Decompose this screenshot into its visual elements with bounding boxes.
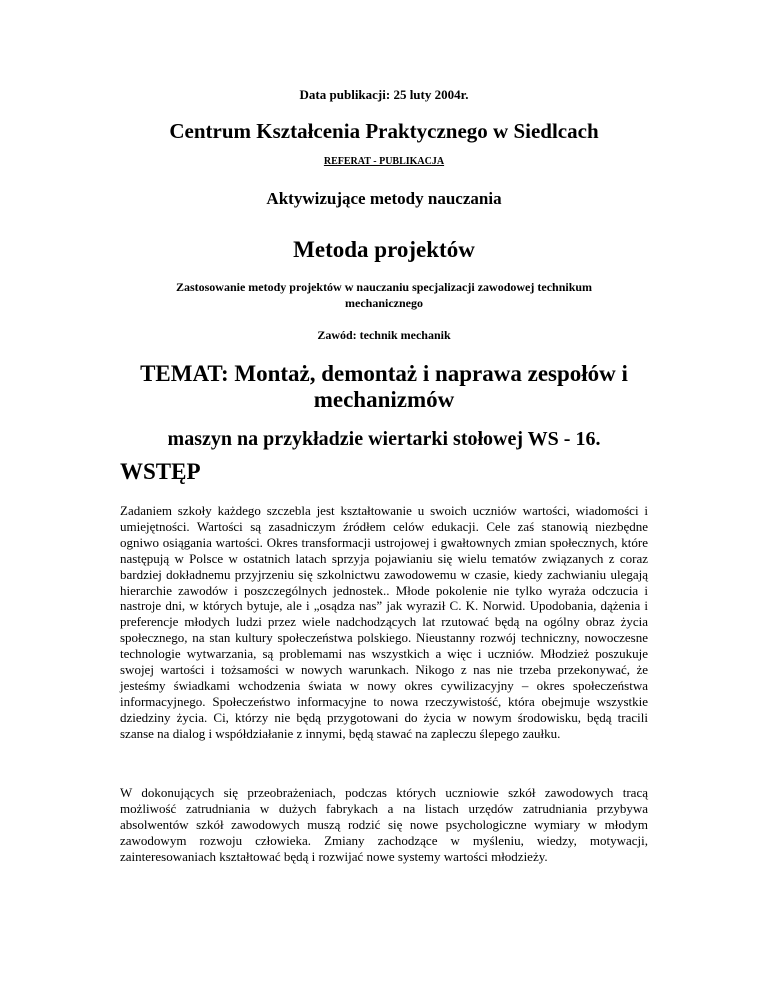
paragraph: W dokonujących się przeobrażeniach, podczas których uczniowie szkół zawodowych tracą możliwość zatrudniania w dużych fabrykach a na listach urzędów zatrudniania przybywa absolwentów szkół zawodowych muszą rodzić się nowe psychologiczne wymiary w młodym zawodowym rozwoju człowieka. Zmiany zachodzące w myśleniu, wiedzy, motywacji, zainteresowaniach kształtować będą i rozwijać nowe systemy wartości młodzieży. (120, 785, 648, 864)
publication-date: Data publikacji: 25 luty 2004r. (299, 87, 469, 102)
section-heading: WSTĘP (120, 459, 201, 484)
paragraph: Zadaniem szkoły każdego szczebla jest kształtowanie u swoich uczniów wartości, wiadomości i umiejętności. Wartości są zasadniczym źródłem celów edukacji. Cele zaś stanowią niezbędne ogniwo osiągania wartości. Okres transformacji ustrojowej i gwałtownych zmian społecznych, które następują w Polsce w ostatnich latach sprzyja pojawianiu się wielu tematów związanych z coraz bardziej dokładnemu przyjrzeniu się szkolnictwu zawodowemu w czasie, kiedy zachwianiu ulegają hierarchie zawodów i poszczególnych jednostek.. Młode pokolenie nie tylko wyraża odczucia i nastroje dni, w których bytuje, ale i „osądza nas” jak wyraził C. K. Norwid. Upodobania, dążenia i preferencje młodych ludzi przez wiele nadchodzących lat rzutować będą na ogólny obraz życia społecznego, na stan kultury społeczeństwa polskiego. Nieustanny rozwój techniczny, nowoczesne technologie wytwarzania, są problemami nas wszystkich a więc i uczniów. Młodzież poszukuje swojej wartości i tożsamości w nowych warunkach. Nikogo z nas nie trzeba przekonywać, że jesteśmy świadkami wchodzenia świata w nowy okres cywilizacyjny – okres społeczeństwa informacyjnego. Społeczeństwo informacyjne to nowa rzeczywistość, która obejmuje wszystkie dziedziny życia. Ci, którzy nie będą przygotowani do życia w nowym środowisku, będą tracili szanse na dialog i współdziałanie z innymi, będą stawać na zapleczu ślepego zaułku. (120, 503, 648, 741)
profession-line: Zawód: technik mechanik (317, 328, 451, 342)
topic-heading: TEMAT: Montaż, demontaż i naprawa zespołów i mechanizmów (140, 361, 628, 412)
method-title: Metoda projektów (293, 237, 475, 262)
organization-title: Centrum Kształcenia Praktycznego w Siedlcach (169, 119, 599, 143)
subject-heading: Aktywizujące metody nauczania (266, 189, 502, 208)
document-type: REFERAT - PUBLIKACJA (323, 156, 445, 167)
application-subtitle: Zastosowanie metody projektów w nauczaniu specjalizacji zawodowej technikum mechanicznego (175, 280, 593, 310)
topic-heading-continued: maszyn na przykładzie wiertarki stołowej WS - 16. (167, 428, 601, 450)
